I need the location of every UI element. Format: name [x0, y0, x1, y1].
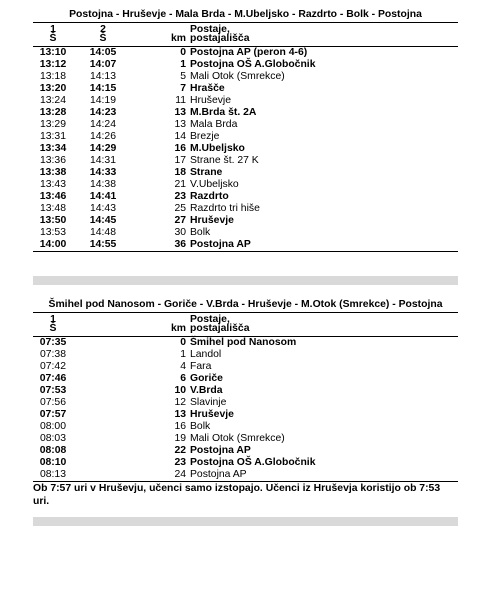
km-header: km	[170, 33, 186, 44]
departure-time-1: 14:00	[39, 239, 67, 250]
departure-time-2: 14:13	[89, 71, 116, 82]
table-row	[33, 95, 458, 107]
station-name: Postojna OŠ A.Globočnik	[190, 457, 316, 468]
table-row	[33, 421, 458, 433]
station-name: Postojna AP	[190, 239, 251, 250]
station-name: M.Ubeljsko	[190, 143, 245, 154]
separator-band-1	[33, 276, 458, 285]
table-row	[33, 71, 458, 83]
departure-time-1: 13:34	[39, 143, 67, 154]
departure-time-1: 13:31	[39, 131, 66, 142]
table-row	[33, 361, 458, 373]
distance-km: 27	[174, 215, 186, 226]
distance-km: 11	[175, 95, 186, 106]
station-name: Fara	[190, 361, 212, 372]
departure-time-1: 13:29	[39, 119, 66, 130]
station-name: Strane	[190, 167, 223, 178]
km-header: km	[170, 323, 186, 334]
distance-km: 4	[180, 361, 186, 372]
distance-km: 1	[180, 349, 186, 360]
table-row	[33, 385, 458, 397]
table-row	[33, 179, 458, 191]
distance-km: 14	[174, 131, 186, 142]
distance-km: 10	[174, 385, 186, 396]
departure-time-2: 14:38	[89, 179, 116, 190]
table-row	[33, 445, 458, 457]
departure-time-1: 13:48	[39, 203, 66, 214]
distance-km: 5	[180, 71, 186, 82]
distance-km: 7	[180, 83, 186, 94]
station-name: Slavinje	[190, 397, 227, 408]
distance-km: 13	[174, 409, 186, 420]
col-1-number: 1	[50, 24, 56, 35]
departure-time-2: 14:45	[89, 215, 117, 226]
departure-time-2: 14:29	[89, 143, 117, 154]
station-name: Hruševje	[190, 95, 231, 106]
departure-time-2: 14:19	[89, 95, 116, 106]
station-name: Hruševje	[190, 409, 234, 420]
table-row	[33, 457, 458, 469]
distance-km: 17	[174, 155, 186, 166]
departure-time-2: 14:26	[89, 131, 116, 142]
table-row	[33, 203, 458, 215]
distance-km: 19	[174, 433, 186, 444]
departure-time-1: 07:57	[39, 409, 67, 420]
col-1-school-label: Š	[49, 323, 57, 334]
station-name: Strane št. 27 K	[190, 155, 259, 166]
departure-time-1: 13:12	[39, 59, 67, 70]
departure-time-1: 13:10	[39, 47, 67, 58]
departure-time-1: 08:13	[39, 469, 66, 480]
station-name: Mala Brda	[190, 119, 238, 130]
stations-header-bottom: postajališča	[190, 323, 250, 334]
departure-time-1: 07:53	[39, 385, 67, 396]
station-name: M.Brda št. 2A	[190, 107, 257, 118]
distance-km: 21	[174, 179, 186, 190]
departure-time-1: 07:35	[39, 337, 67, 348]
departure-time-1: 07:56	[39, 397, 66, 408]
timetable-2	[33, 298, 458, 507]
table-1-title: Postojna - Hruševje - Mala Brda - M.Ubeljsko - Razdrto - Bolk - Postojna	[69, 9, 422, 20]
departure-time-1: 13:18	[39, 71, 66, 82]
departure-time-1: 08:00	[39, 421, 66, 432]
departure-time-2: 14:43	[89, 203, 116, 214]
departure-time-2: 14:33	[89, 167, 117, 178]
station-name: Goriče	[190, 373, 223, 384]
station-name: V.Ubeljsko	[190, 179, 239, 190]
table-row	[33, 409, 458, 421]
distance-km: 18	[174, 167, 186, 178]
stations-header-bottom: postajališča	[190, 33, 250, 44]
table-row	[33, 155, 458, 167]
station-name: Postojna AP	[190, 445, 251, 456]
table-row	[33, 227, 458, 239]
departure-time-1: 07:46	[39, 373, 67, 384]
station-name: Hrašče	[190, 83, 225, 94]
distance-km: 23	[174, 191, 186, 202]
station-name: Hruševje	[190, 215, 234, 226]
departure-time-1: 13:50	[39, 215, 67, 226]
table-row	[33, 469, 458, 481]
distance-km: 23	[174, 457, 186, 468]
distance-km: 24	[174, 469, 186, 480]
table-row	[33, 239, 458, 251]
station-name: Bolk	[190, 421, 211, 432]
table-2-title: Šmihel pod Nanosom - Goriče - V.Brda - Hruševje - M.Otok (Smrekce) - Postojna	[48, 299, 443, 310]
station-name: Razdrto	[190, 191, 229, 202]
departure-time-2: 14:31	[89, 155, 116, 166]
distance-km: 6	[180, 373, 186, 384]
col-1-school-label: Š	[49, 33, 57, 44]
departure-time-1: 08:03	[39, 433, 66, 444]
distance-km: 30	[174, 227, 186, 238]
table-row	[33, 47, 458, 59]
col-1-number: 1	[50, 314, 56, 325]
departure-time-1: 13:38	[39, 167, 67, 178]
station-name: Mali Otok (Smrekce)	[190, 433, 285, 444]
table-row	[33, 373, 458, 385]
separator-band-2	[33, 517, 458, 526]
departure-time-1: 07:38	[39, 349, 66, 360]
distance-km: 13	[174, 107, 186, 118]
col-2-number: 2	[100, 24, 106, 35]
table-2-footnote: Ob 7:57 uri v Hruševju, učenci samo izstopajo. Učenci iz Hruševja koristijo ob 7:53 uri.	[33, 483, 441, 507]
distance-km: 0	[180, 337, 186, 348]
station-name: Šmihel pod Nanosom	[190, 337, 297, 348]
station-name: V.Brda	[190, 385, 223, 396]
station-name: Mali Otok (Smrekce)	[190, 71, 285, 82]
departure-time-1: 08:08	[39, 445, 67, 456]
departure-time-2: 14:15	[89, 83, 117, 94]
table-row	[33, 397, 458, 409]
distance-km: 16	[174, 421, 186, 432]
distance-km: 13	[174, 119, 186, 130]
departure-time-1: 08:10	[39, 457, 67, 468]
departure-time-1: 13:46	[39, 191, 67, 202]
station-name: Bolk	[190, 227, 211, 238]
table-row	[33, 349, 458, 361]
table-row	[33, 59, 458, 71]
departure-time-2: 14:48	[89, 227, 116, 238]
station-name: Brezje	[190, 131, 220, 142]
table-1-rows	[33, 47, 458, 251]
departure-time-1: 13:36	[39, 155, 66, 166]
table-row	[33, 337, 458, 349]
station-name: Landol	[190, 349, 222, 360]
table-row	[33, 433, 458, 445]
departure-time-2: 14:41	[89, 191, 117, 202]
distance-km: 0	[180, 47, 186, 58]
distance-km: 25	[174, 203, 186, 214]
stations-header-top: Postaje,	[190, 24, 230, 35]
departure-time-2: 14:24	[89, 119, 116, 130]
table-row	[33, 143, 458, 155]
departure-time-2: 14:07	[89, 59, 117, 70]
table-row	[33, 83, 458, 95]
station-name: Postojna AP (peron 4-6)	[190, 47, 308, 58]
table-row	[33, 191, 458, 203]
station-name: Razdrto tri hiše	[190, 203, 260, 214]
table-row	[33, 215, 458, 227]
departure-time-1: 13:20	[39, 83, 67, 94]
departure-time-1: 07:42	[39, 361, 66, 372]
distance-km: 1	[180, 59, 186, 70]
table-row	[33, 119, 458, 131]
stations-header-top: Postaje,	[190, 314, 230, 325]
table-2-rows	[33, 337, 458, 481]
table-row	[33, 167, 458, 179]
distance-km: 12	[174, 397, 186, 408]
departure-time-2: 14:23	[89, 107, 117, 118]
table-row	[33, 107, 458, 119]
station-name: Postojna OŠ A.Globočnik	[190, 59, 316, 70]
departure-time-1: 13:43	[39, 179, 66, 190]
distance-km: 16	[174, 143, 186, 154]
departure-time-2: 14:05	[89, 47, 117, 58]
station-name: Postojna AP	[190, 469, 247, 480]
timetable-1	[33, 8, 458, 252]
departure-time-1: 13:53	[39, 227, 66, 238]
distance-km: 36	[174, 239, 186, 250]
table-1-bottom-rule	[33, 251, 458, 252]
departure-time-2: 14:55	[89, 239, 117, 250]
departure-time-1: 13:24	[39, 95, 66, 106]
distance-km: 22	[174, 445, 186, 456]
departure-time-1: 13:28	[39, 107, 67, 118]
table-row	[33, 131, 458, 143]
col-2-school-label: Š	[99, 33, 107, 44]
